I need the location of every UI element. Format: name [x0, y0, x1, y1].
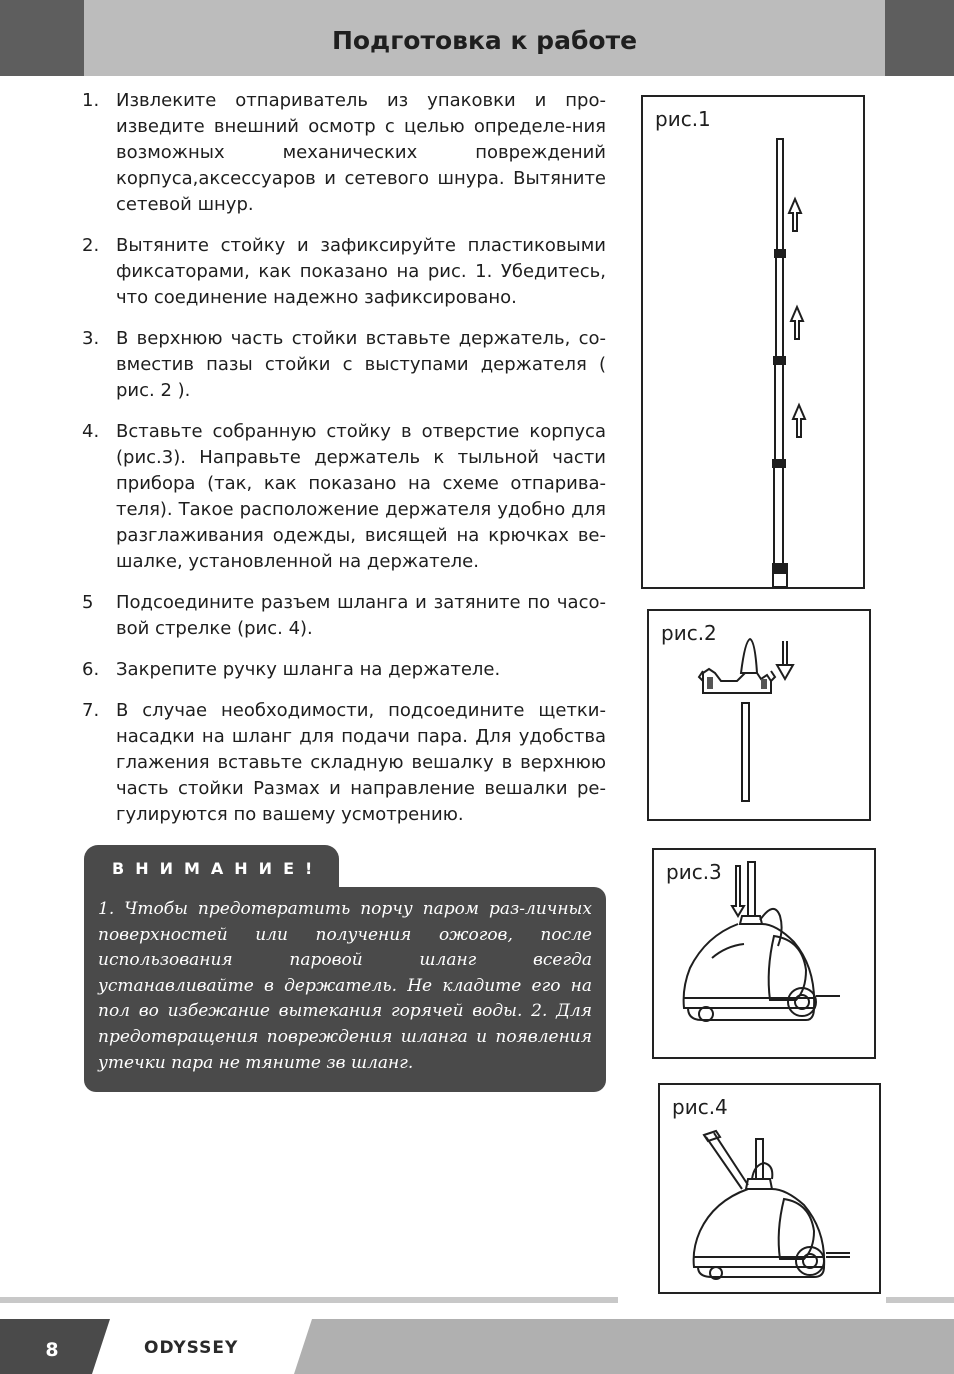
list-item: [82, 590, 606, 642]
header-bar: [84, 0, 885, 76]
step-text: В случае необходимости, подсоедините щетки-насадки на шланг для подачи пара. Для удобства глажения вставьте складную вешалку в верхнюю часть стойки Размах и направление вешалки ре-гулируются по вашему усмотрению.: [116, 700, 606, 825]
list-item: [82, 419, 606, 575]
step-number: 4.: [82, 421, 100, 442]
figure-2: [647, 609, 871, 821]
step-text: Закрепите ручку шланга на держателе.: [116, 659, 501, 680]
telescopic-pole-illustration: [643, 97, 867, 591]
footer-divider-right: [886, 1297, 954, 1303]
list-item: [82, 657, 606, 683]
warning-box: [84, 887, 606, 1092]
step-text: Вставьте собранную стойку в отверстие корпуса (рис.3). Направьте держатель к тыльной части прибора (так, как показано на схеме отпарива-теля). Такое расположение держателя удобно для разглаживания одежды, висящей на крючках ве-шалке, установленной на держателе.: [116, 421, 606, 572]
list-item: [82, 88, 606, 218]
figure-4-caption: рис.4: [672, 1095, 728, 1119]
step-text: Вытяните стойку и зафиксируйте пластиковыми фиксаторами, как показано на рис. 1. Убедитесь, что соединение надежно зафиксировано.: [116, 235, 606, 308]
warning-title: ВНИМАНИЕ!: [112, 859, 324, 878]
figure-4: [658, 1083, 881, 1294]
warning-text: 1. Чтобы предотвратить порчу паром раз-личных поверхностей или получения ожогов, после использования паровой шланг всегда устанавливайте в держатель. Не кладите его на пол во избежание вытекания горячей воды. 2. Для предотвращения повреждения шланга и появления утечки пара не тяните зв шланг.: [98, 899, 592, 1073]
list-item: [82, 326, 606, 404]
figure-1-caption: рис.1: [655, 107, 711, 131]
header-left-block: [0, 0, 84, 76]
header-right-block: [885, 0, 954, 76]
figure-3: [652, 848, 876, 1059]
step-text: Подсоедините разъем шланга и затяните по часо-вой стрелке (рис. 4).: [116, 592, 606, 639]
list-item: [82, 233, 606, 311]
list-item: [82, 698, 606, 828]
footer-right-band: [294, 1319, 954, 1374]
instruction-list: [82, 88, 606, 843]
figure-3-caption: рис.3: [666, 860, 722, 884]
page-title: Подготовка к работе: [331, 25, 638, 55]
step-number: 1.: [82, 90, 100, 111]
step-text: Извлеките отпариватель из упаковки и про-изведите внешний осмотр с целью определе-ния возможных механических повреждений корпуса,аксессуаров и сетевого шнура. Вытяните сетевой шнур.: [116, 90, 606, 215]
step-number: 6.: [82, 659, 100, 680]
step-number: 5: [82, 592, 94, 613]
step-number: 3.: [82, 328, 100, 349]
step-number: 7.: [82, 700, 100, 721]
figure-2-caption: рис.2: [661, 621, 717, 645]
figure-1: [641, 95, 865, 589]
footer-divider: [0, 1297, 618, 1303]
brand-name: ODYSSEY: [144, 1338, 239, 1358]
page-number: 8: [45, 1339, 59, 1361]
step-text: В верхнюю часть стойки вставьте держатель, со-вместив пазы стойки с выступами держателя ( рис. 2 ).: [116, 328, 606, 401]
step-number: 2.: [82, 235, 100, 256]
